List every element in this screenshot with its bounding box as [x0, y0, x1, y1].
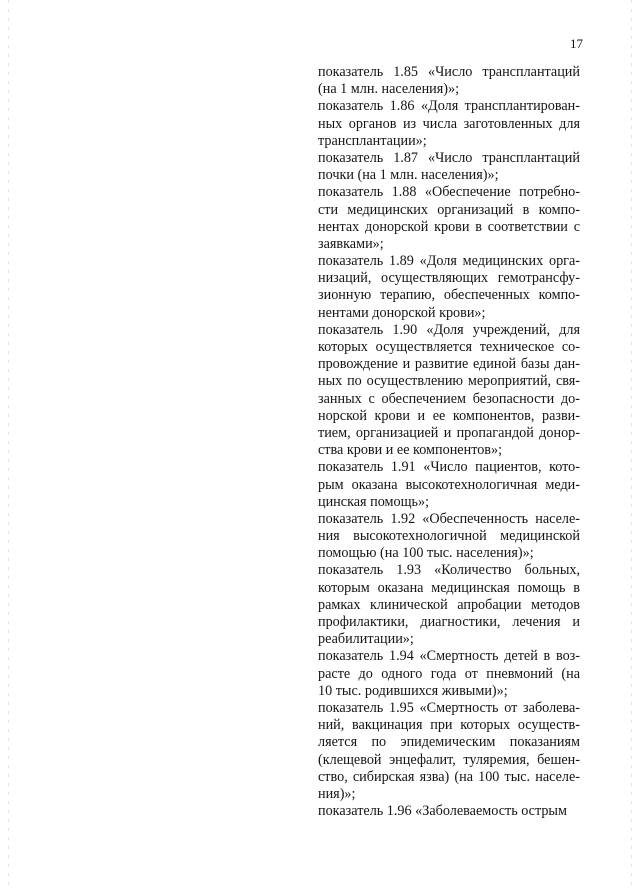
text-line: рым оказана высокотехнологичная меди-	[318, 476, 580, 493]
indicator-paragraph	[318, 322, 580, 460]
text-line: заявками»;	[318, 235, 384, 252]
scan-edge-left	[8, 0, 9, 888]
text-line: зионную терапию, обеспеченных компо-	[318, 287, 580, 304]
text-line: ство, сибирская язва) (на 100 тыс. населе-	[318, 768, 580, 785]
text-line: тием, организацией и пропагандой донор-	[318, 424, 580, 441]
text-line: показатель 1.92 «Обеспеченность населе-	[318, 510, 580, 527]
indicator-paragraph	[318, 648, 580, 700]
indicator-paragraph	[318, 98, 580, 150]
text-line: 10 тыс. родившихся живыми)»;	[318, 682, 508, 699]
text-line: ляется по эпидемическим показаниям	[318, 734, 580, 751]
text-line: показатель 1.86 «Доля трансплантирован-	[318, 98, 580, 115]
text-line: нентах донорской крови в соответствии с	[318, 218, 580, 235]
text-line: показатель 1.89 «Доля медицинских орга-	[318, 253, 580, 270]
text-line: помощью (на 100 тыс. населения)»;	[318, 545, 534, 562]
text-line: показатель 1.88 «Обеспечение потребно-	[318, 184, 580, 201]
text-line: показатель 1.87 «Число трансплантаций	[318, 149, 580, 166]
indicator-paragraph	[318, 64, 580, 98]
indicator-paragraph	[318, 562, 580, 648]
text-line: сти медицинских организаций в компо-	[318, 201, 580, 218]
indicator-paragraph	[318, 253, 580, 322]
text-line: ных по осуществлению мероприятий, свя-	[318, 373, 580, 390]
text-line: ния высокотехнологичной медицинской	[318, 528, 580, 545]
text-line: трансплантации»;	[318, 132, 427, 149]
text-line: рамках клинической апробации методов	[318, 596, 580, 613]
text-line: профилактики, диагностики, лечения и	[318, 614, 580, 630]
page-number: 17	[570, 36, 583, 51]
text-line: нентами донорской крови»;	[318, 304, 486, 321]
text-line: (клещевой энцефалит, туляремия, бешен-	[318, 751, 580, 768]
text-line: почки (на 1 млн. населения)»;	[318, 167, 499, 184]
text-line: показатель 1.93 «Количество больных,	[318, 562, 580, 579]
text-line: показатель 1.90 «Доля учреждений, для	[318, 321, 580, 338]
text-line: показатель 1.85 «Число трансплантаций	[318, 64, 580, 80]
text-line: которым оказана медицинская помощь в	[318, 579, 580, 596]
text-line: которых осуществляется техническое со-	[318, 339, 580, 355]
document-body	[318, 64, 580, 820]
text-line: расте до одного года от пневмоний (на	[318, 665, 580, 682]
text-line: ных органов из числа заготовленных для	[318, 115, 580, 132]
text-line: (на 1 млн. населения)»;	[318, 81, 460, 98]
text-line: цинская помощь»;	[318, 493, 430, 510]
indicator-paragraph	[318, 184, 580, 253]
text-line: ний, вакцинация при которых осуществ-	[318, 717, 580, 734]
text-line: показатель 1.95 «Смертность от заболева-	[318, 699, 580, 716]
text-line: занных с обеспечением безопасности до-	[318, 390, 580, 407]
text-line: показатель 1.94 «Смертность детей в воз-	[318, 648, 580, 665]
indicator-paragraph	[318, 459, 580, 511]
text-line: низаций, осуществляющих гемотрансфу-	[318, 270, 580, 287]
text-line: реабилитации»;	[318, 631, 414, 648]
text-line: ния)»;	[318, 785, 356, 802]
indicator-paragraph	[318, 511, 580, 563]
text-line: норской крови и ее компонентов, разви-	[318, 407, 580, 424]
indicator-paragraph	[318, 803, 580, 820]
text-line: показатель 1.96 «Заболеваемость острым	[318, 803, 567, 820]
scan-edge-right	[631, 0, 632, 888]
indicator-paragraph	[318, 150, 580, 184]
text-line: показатель 1.91 «Число пациентов, кото-	[318, 459, 580, 476]
text-line: ства крови и ее компонентов»;	[318, 442, 503, 459]
indicator-paragraph	[318, 700, 580, 803]
text-line: провождение и развитие единой базы дан-	[318, 356, 580, 373]
